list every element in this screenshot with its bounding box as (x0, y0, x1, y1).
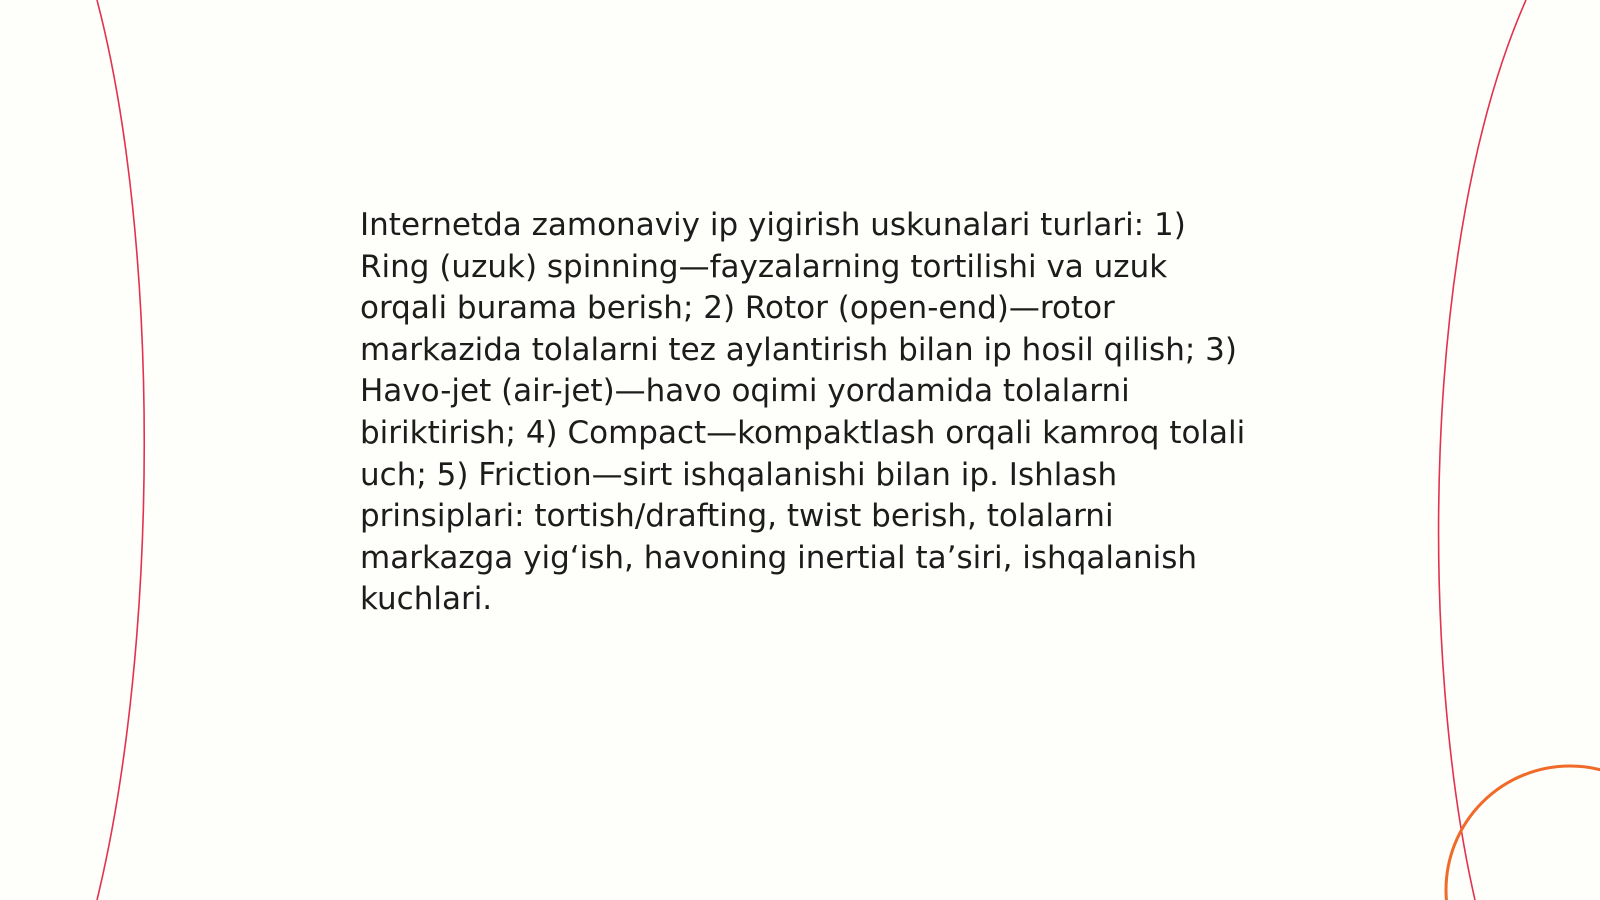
orange-circle (1446, 766, 1600, 900)
right-curve (1439, 0, 1526, 900)
left-curve (97, 0, 144, 900)
slide-body-text: Internetda zamonaviy ip yigirish uskunalari turlari: 1) Ring (uzuk) spinning—fayzalarning tortilishi va uzuk orqali burama berish; 2) Rotor (open-end)—rotor markazida tolalarni tez aylantirish bilan ip hosil qilish; 3) Havo-jet (air-jet)—havo oqimi yordamida tolalarni biriktirish; 4) Compact—kompaktlash orqali kamroq tolali uch; 5) Friction—sirt ishqalanishi bilan ip. Ishlash prinsiplari: tortish/drafting, twist berish, tolalarni markazga yig‘ish, havoning inertial ta’siri, ishqalanish kuchlari. (360, 207, 1246, 618)
